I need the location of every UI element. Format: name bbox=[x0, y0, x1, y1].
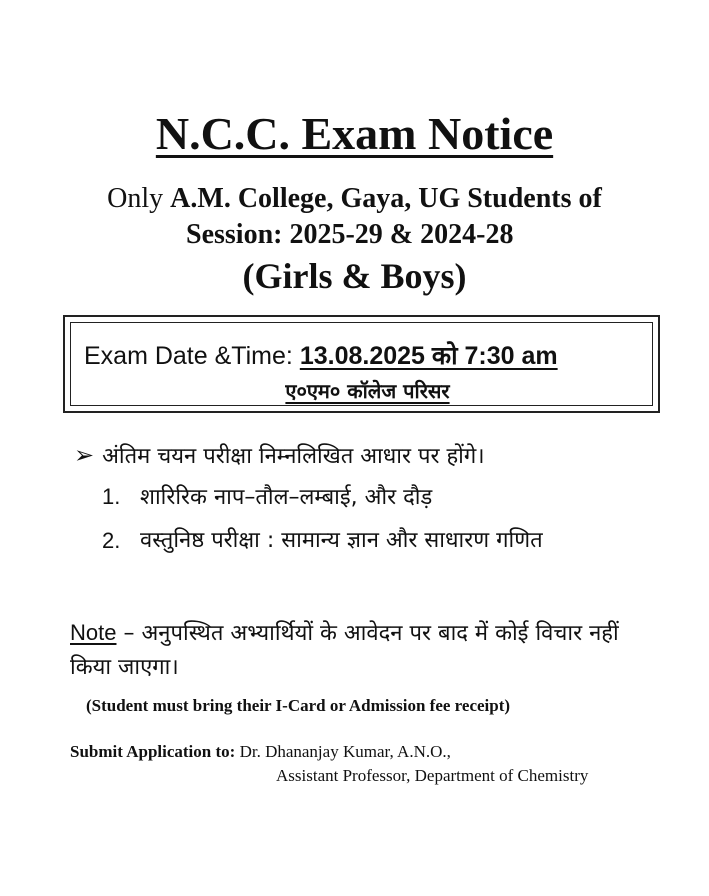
selection-intro bbox=[74, 440, 485, 472]
submit-recipient: Dr. Dhananjay Kumar, A.N.O., bbox=[239, 742, 451, 761]
arrow-bullet-icon: ➢ bbox=[74, 441, 95, 469]
eligibility-line bbox=[0, 182, 709, 216]
eligibility-prefix: Only bbox=[107, 183, 164, 214]
exam-venue: ए०एम० कॉलेज परिसर bbox=[285, 379, 450, 403]
exam-date-box bbox=[63, 315, 660, 413]
gender-line: (Girls & Boys) bbox=[242, 256, 467, 296]
submit-line bbox=[70, 740, 451, 764]
exam-date-value: 13.08.2025 को 7:30 am bbox=[299, 342, 558, 370]
exam-date-line bbox=[84, 341, 558, 371]
selection-item-2 bbox=[102, 524, 662, 559]
exam-date-label: Exam Date &Time: bbox=[84, 342, 293, 370]
note-label: Note bbox=[70, 620, 117, 645]
note-text: – अनुपस्थित अभ्यार्थियों के आवेदन पर बाद में कोई विचार नहीं किया जाएगा। bbox=[70, 621, 619, 680]
note-paragraph bbox=[70, 616, 650, 685]
selection-item-1 bbox=[102, 482, 432, 513]
list-number: 1. bbox=[102, 484, 121, 509]
session-line: Session: 2025-29 & 2024-28 bbox=[186, 219, 514, 250]
selection-intro-text: अंतिम चयन परीक्षा निम्नलिखित आधार पर होंगे। bbox=[102, 444, 485, 469]
exam-date-box-inner bbox=[70, 322, 653, 406]
list-item-text: शारिरिक नाप–तौल–लम्बाई, और दौड़ bbox=[140, 485, 433, 510]
notice-title: N.C.C. Exam Notice bbox=[155, 108, 554, 159]
eligibility-college: A.M. College, Gaya, UG Students of bbox=[170, 183, 602, 214]
requirement-text: (Student must bring their I-Card or Admission fee receipt) bbox=[86, 696, 511, 715]
list-item-text: वस्तुनिष्ठ परीक्षा : सामान्य ज्ञान और साधारण गणित bbox=[140, 528, 543, 553]
submit-label: Submit Application to: bbox=[70, 742, 236, 761]
submit-recipient-title: Assistant Professor, Department of Chemistry bbox=[276, 766, 589, 785]
list-number: 2. bbox=[102, 528, 121, 553]
